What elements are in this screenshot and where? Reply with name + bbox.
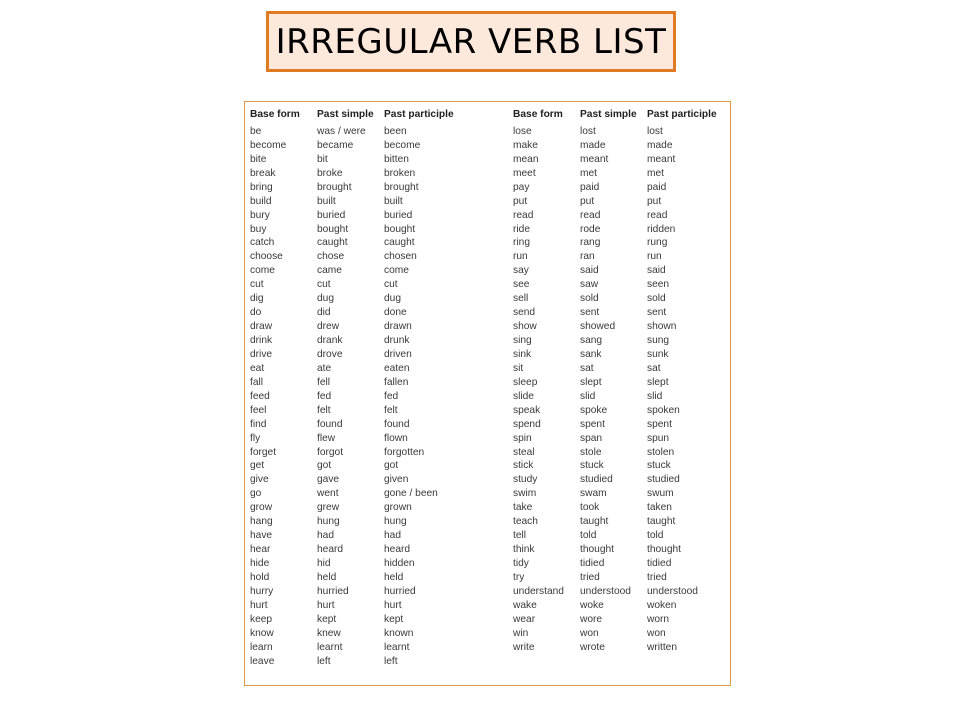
verb-cell: win [513,627,529,639]
verb-cell: done [384,307,407,319]
verb-cell: tell [513,530,527,542]
verb-cell: known [384,627,414,639]
verb-cell: written [647,641,678,653]
verb-cell: sang [580,335,603,346]
verb-cell: hang [250,516,273,528]
verb-cell: ridden [647,223,676,235]
verb-cell: ate [317,362,332,374]
verb-cell: ran [580,251,595,263]
verb-cell: feel [250,404,267,416]
verb-cell: stuck [647,460,671,472]
verb-cell: sing [513,335,532,346]
verb-cell: grown [384,502,412,514]
verb-cell: seen [647,279,670,291]
verb-cell: sent [580,307,600,319]
verb-cell: slide [513,390,534,402]
verb-cell: tidied [647,558,672,569]
verb-cell: spin [513,432,532,444]
verb-cell: think [513,544,535,556]
verb-cell: wake [513,599,537,611]
verb-cell: hurried [384,585,416,597]
verb-cell: slept [647,376,669,388]
verb-cell: come [250,265,275,277]
verb-cell: kept [317,613,337,625]
verb-cell: held [384,571,404,583]
verb-cell: read [513,209,534,221]
verb-cell: became [317,139,354,151]
verb-cell: spoken [647,404,680,416]
verb-cell: went [317,488,339,500]
verb-cell: found [317,418,343,430]
verb-cell: bring [250,181,273,193]
verb-cell: spend [513,418,541,430]
title-box [266,11,676,72]
verb-cell: swum [647,488,674,500]
verb-cell: slid [647,390,663,402]
header-past-simple: Past simple [317,109,374,120]
verb-cell: run [513,251,528,263]
verb-cell: become [384,139,421,151]
verb-cell: drunk [384,335,410,346]
verb-cell: kept [384,613,404,625]
verb-cell: steal [513,446,535,458]
verb-cell: came [317,265,342,277]
verb-cell: sell [513,293,529,305]
verb-cell: cut [384,279,398,291]
verb-cell: said [580,265,599,277]
verb-cell: try [513,571,525,583]
verb-cell: hurry [250,585,274,597]
header-past-participle: Past participle [384,109,454,120]
verb-cell: been [384,125,407,137]
verb-cell: left [317,655,331,667]
verb-cell: learnt [384,641,410,653]
verb-cell: put [513,195,528,207]
verb-cell: have [250,530,273,542]
verb-cell: knew [317,627,341,639]
verb-cell: put [647,195,662,207]
verb-cell: forgot [317,446,344,458]
verb-cell: study [513,474,538,486]
verb-cell: dig [250,293,264,305]
verb-cell: lost [647,125,663,137]
verb-cell: spoke [580,404,608,416]
verb-cell: forget [250,446,277,458]
verb-cell: woke [580,599,604,611]
verb-cell: hid [317,558,331,569]
verb-cell: hung [317,516,340,528]
verb-cell: hung [384,516,407,528]
verb-cell: bit [317,153,328,165]
verb-cell: learnt [317,641,343,653]
verb-cell: ring [513,237,530,249]
verb-cell: built [317,195,336,207]
verb-cell: made [580,139,606,151]
verb-cell: given [384,474,409,486]
verb-cell: gone / been [384,488,438,500]
verb-cell: did [317,307,331,319]
verb-cell: choose [250,251,283,263]
verb-cell: drawn [384,321,412,333]
verb-cell: broken [384,167,416,179]
verb-cell: sat [647,362,661,374]
verb-cell: had [317,530,334,542]
verb-cell: come [384,265,409,277]
verb-cell: write [513,641,535,653]
verb-cell: ride [513,223,530,235]
verb-cell: sunk [647,348,669,360]
verb-cell: wore [580,613,603,625]
verb-cell: held [317,571,337,583]
verb-cell: keep [250,613,273,625]
verb-cell: woken [647,599,677,611]
verb-cell: told [580,530,597,542]
verb-cell: felt [317,404,331,416]
verb-cell: rang [580,237,601,249]
verb-cell: run [647,251,662,263]
verb-cell: tried [580,571,600,583]
verb-cell: got [384,460,399,472]
verb-cell: sold [580,293,599,305]
verb-cell: sit [513,362,524,374]
verb-cell: found [384,418,410,430]
verb-cell: hurried [317,585,349,597]
verb-cell: buried [317,209,346,221]
verb-cell: swam [580,488,607,500]
verb-cell: buried [384,209,413,221]
header-base-form: Base form [513,109,563,120]
verb-cell: drove [317,348,343,360]
verb-cell: studied [647,474,680,486]
verb-cell: sank [580,348,602,360]
verb-cell: forgotten [384,446,425,458]
verb-cell: caught [384,237,415,249]
verb-cell: cut [250,279,264,291]
verb-cell: chosen [384,251,417,263]
verb-cell: caught [317,237,348,249]
verb-cell: swim [513,488,537,500]
verb-cell: hear [250,544,271,556]
verb-cell: make [513,139,538,151]
verb-cell: fall [250,376,264,388]
verb-cell: had [384,530,401,542]
verb-cell: send [513,307,536,319]
verb-cell: build [250,195,272,207]
col-left-past-participle [384,108,454,669]
verb-cell: dug [317,293,334,305]
verb-cell: brought [317,181,352,193]
verb-cell: lose [513,125,532,137]
verb-cell: eaten [384,362,410,374]
verb-cell: put [580,195,595,207]
verb-cell: won [647,627,666,639]
verb-cell: sink [513,348,532,360]
verb-cell: span [580,432,603,444]
col-right-base [513,108,564,655]
verb-cell: show [513,321,537,333]
verb-cell: broke [317,167,343,179]
verb-cell: stuck [580,460,604,472]
verb-cell: bury [250,209,270,221]
verb-cell: break [250,167,276,179]
verb-cell: sold [647,293,666,305]
verb-cell: hide [250,558,270,569]
verb-cell: catch [250,237,275,249]
verb-cell: sat [580,362,594,374]
verb-cell: understand [513,585,564,597]
verb-cell: met [647,167,664,179]
verb-cell: hidden [384,558,415,569]
verb-cell: sleep [513,376,538,388]
verb-cell: pay [513,181,530,193]
verb-cell: hurt [317,599,335,611]
verb-cell: sung [647,335,670,346]
col-right-past-participle [647,108,717,655]
verb-cell: become [250,139,287,151]
verb-cell: grow [250,502,273,514]
verb-cell: made [647,139,673,151]
verb-cell: felt [384,404,398,416]
verb-cell: said [647,265,666,277]
verb-cell: fell [317,376,331,388]
verb-cell: read [647,209,668,221]
verb-cell: got [317,460,332,472]
col-right-past-simple [580,108,637,655]
verb-cell: leave [250,655,275,667]
verb-cell: thought [647,544,681,556]
verb-cell: left [384,655,398,667]
verb-cell: slid [580,390,596,402]
verb-cell: taught [580,516,609,528]
verb-cell: won [580,627,599,639]
verb-table [244,101,731,686]
verb-cell: hurt [384,599,402,611]
verb-cell: feed [250,390,270,402]
verb-cell: drew [317,321,340,333]
verb-cell: get [250,460,265,472]
verb-cell: brought [384,181,419,193]
verb-cell: bought [317,223,349,235]
verb-cell: built [384,195,403,207]
verb-cell: sent [647,307,667,319]
verb-cell: driven [384,348,412,360]
col-left-base [250,108,300,669]
verb-cell: see [513,279,530,291]
verb-cell: fallen [384,376,409,388]
verb-cell: told [647,530,664,542]
verb-cell: spent [647,418,672,430]
verb-cell: stick [513,460,534,472]
verb-cell: draw [250,321,273,333]
verb-cell: paid [580,181,600,193]
verb-cell: wrote [580,641,605,653]
verb-cell: fed [384,390,399,402]
verb-cell: understood [647,585,698,597]
verb-cell: tidy [513,558,529,569]
verb-cell: gave [317,474,340,486]
verb-cell: flew [317,432,336,444]
verb-cell: meant [647,153,676,165]
verb-cell: learn [250,641,273,653]
verb-cell: taken [647,502,672,514]
verb-cell: rung [647,237,668,249]
verb-cell: was / were [317,125,366,137]
verb-cell: showed [580,321,616,333]
verb-cell: chose [317,251,345,263]
verb-cell: bite [250,153,267,165]
verb-cell: fly [250,432,261,444]
verb-cell: give [250,474,269,486]
verb-cell: lost [580,125,596,137]
verb-cell: rode [580,223,601,235]
page-title: IRREGULAR VERB LIST [275,21,667,62]
verb-cell: go [250,488,262,500]
verb-cell: tidied [580,558,605,569]
verb-cell: take [513,502,533,514]
col-left-past-simple [317,108,374,669]
verb-cell: fed [317,390,332,402]
verb-cell: slept [580,376,602,388]
verb-cell: hurt [250,599,268,611]
verb-cell: taught [647,516,676,528]
header-base-form: Base form [250,109,300,120]
verb-cell: stole [580,446,602,458]
header-past-participle: Past participle [647,109,717,120]
header-past-simple: Past simple [580,109,637,120]
verb-cell: grew [317,502,340,514]
verb-cell: bought [384,223,416,235]
verb-cell: heard [384,544,411,556]
verb-cell: hold [250,571,270,583]
verb-cell: mean [513,153,539,165]
verb-cell: speak [513,404,541,416]
verb-cell: meant [580,153,609,165]
verb-cell: drank [317,335,343,346]
verb-cell: took [580,502,600,514]
verb-cell: find [250,418,267,430]
verb-cell: drink [250,335,273,346]
verb-cell: read [580,209,601,221]
verb-cell: stolen [647,446,675,458]
verb-cell: say [513,265,529,277]
verb-cell: drive [250,348,273,360]
verb-cell: saw [580,279,599,291]
verb-cell: teach [513,516,538,528]
verb-cell: do [250,307,262,319]
verb-cell: know [250,627,274,639]
verb-cell: flown [384,432,408,444]
verb-cell: paid [647,181,667,193]
verb-cell: spent [580,418,605,430]
verb-cell: meet [513,167,536,179]
verb-cell: spun [647,432,670,444]
verb-cell: tried [647,571,667,583]
verb-cell: met [580,167,597,179]
verb-cell: eat [250,362,265,374]
verb-cell: shown [647,321,677,333]
verb-cell: wear [513,613,536,625]
verb-cell: buy [250,223,267,235]
verb-cell: studied [580,474,613,486]
verb-cell: worn [647,613,670,625]
verb-cell: heard [317,544,344,556]
verb-cell: be [250,125,262,137]
verb-cell: understood [580,585,631,597]
verb-cell: dug [384,293,401,305]
verb-cell: cut [317,279,331,291]
verb-cell: thought [580,544,614,556]
verb-cell: bitten [384,153,409,165]
